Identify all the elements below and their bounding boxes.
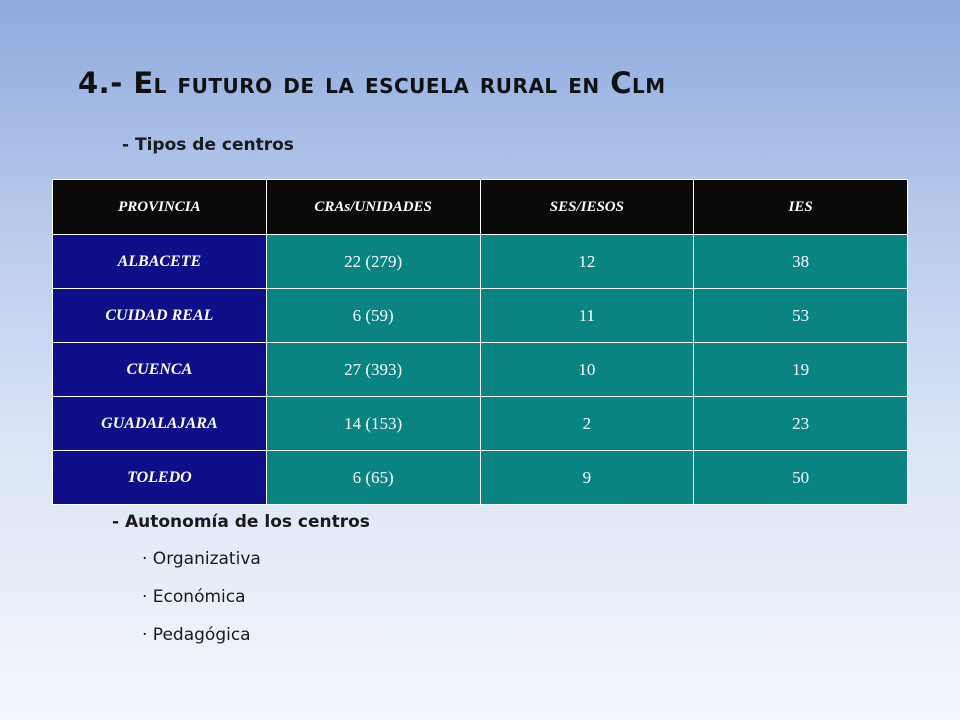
header-provincia: PROVINCIA (53, 180, 267, 235)
list-item: · Pedagógica (142, 625, 251, 645)
table-row (53, 451, 908, 505)
table-row (53, 397, 908, 451)
cras-cell: 27 (393) (266, 343, 480, 397)
header-ies: IES (694, 180, 908, 235)
section-autonomia: - Autonomía de los centros (112, 512, 370, 532)
cras-cell: 14 (153) (266, 397, 480, 451)
ies-cell: 23 (694, 397, 908, 451)
ies-cell: 38 (694, 235, 908, 289)
cras-cell: 6 (65) (266, 451, 480, 505)
cras-cell: 22 (279) (266, 235, 480, 289)
cras-cell: 6 (59) (266, 289, 480, 343)
table-header (53, 180, 908, 235)
ses-cell: 2 (480, 397, 694, 451)
header-cras-unidades: CRAs/UNIDADES (266, 180, 480, 235)
subtitle-tipos-de-centros: - Tipos de centros (122, 135, 294, 155)
province-cell: GUADALAJARA (53, 397, 267, 451)
table-row (53, 235, 908, 289)
ses-cell: 10 (480, 343, 694, 397)
header-ses-iesos: SES/IESOS (480, 180, 694, 235)
list-item: · Organizativa (142, 549, 261, 569)
province-cell: CUIDAD REAL (53, 289, 267, 343)
province-cell: ALBACETE (53, 235, 267, 289)
table-body (53, 235, 908, 505)
list-item: · Económica (142, 587, 246, 607)
ies-cell: 50 (694, 451, 908, 505)
centros-table (52, 179, 908, 505)
ses-cell: 11 (480, 289, 694, 343)
ies-cell: 19 (694, 343, 908, 397)
ses-cell: 9 (480, 451, 694, 505)
slide-title: 4.- El futuro de la escuela rural en Clm (78, 66, 666, 100)
province-cell: CUENCA (53, 343, 267, 397)
table-header-row (53, 180, 908, 235)
table-row (53, 289, 908, 343)
ses-cell: 12 (480, 235, 694, 289)
table-row (53, 343, 908, 397)
province-cell: TOLEDO (53, 451, 267, 505)
autonomia-list (142, 548, 261, 662)
ies-cell: 53 (694, 289, 908, 343)
